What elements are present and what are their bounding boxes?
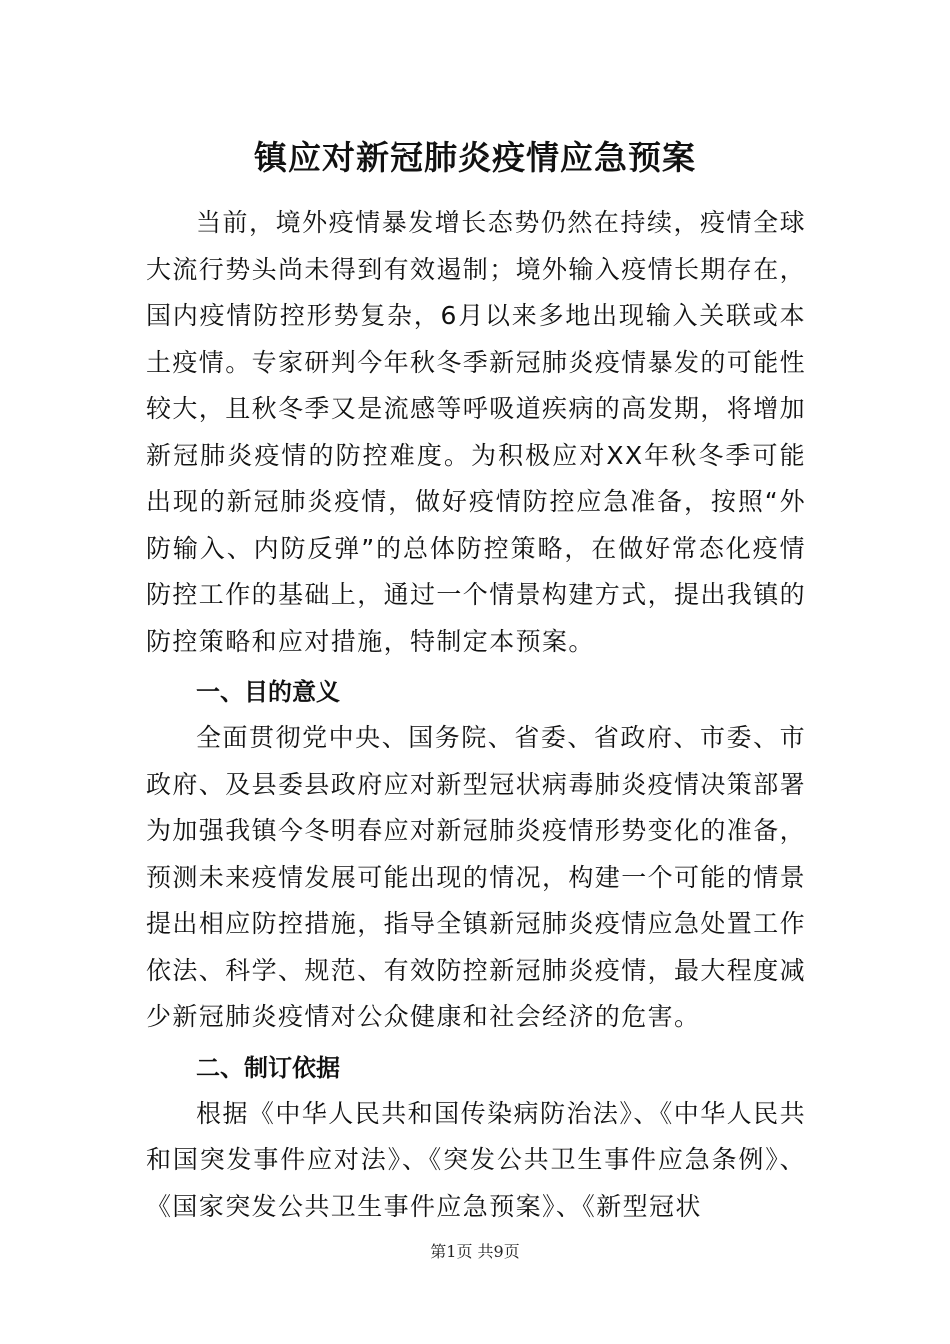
section-body-purpose: 全面贯彻党中央、国务院、省委、省政府、市委、市政府、及县委县政府应对新型冠状病毒肺炎疫情决策部署为加强我镇今冬明春应对新冠肺炎疫情形势变化的准备，预测未来疫情发展可能出现的情况，构建一个可能的情景提出相应防控措施，指导全镇新冠肺炎疫情应急处置工作依法、科学、规范、有效防控新冠肺炎疫情，最大程度减少新冠肺炎疫情对公众健康和社会经济的危害。: [146, 723, 807, 1031]
section-heading-purpose: 一、目的意义: [196, 678, 340, 706]
document-title: 镇应对新冠肺炎疫情应急预案: [254, 138, 696, 177]
page-number: 第1页 共9页: [430, 1242, 520, 1261]
document-body: [146, 200, 806, 1230]
intro-paragraph: 当前，境外疫情暴发增长态势仍然在持续，疫情全球大流行势头尚未得到有效遏制；境外输入疫情长期存在，国内疫情防控形势复杂，6月以来多地出现输入关联或本土疫情。专家研判今年秋冬季新冠肺炎疫情暴发的可能性较大，且秋冬季又是流感等呼吸道疾病的高发期，将增加新冠肺炎疫情的防控难度。为积极应对XX年秋冬季可能出现的新冠肺炎疫情，做好疫情防控应急准备，按照“外防输入、内防反弹”的总体防控策略，在做好常态化疫情防控工作的基础上，通过一个情景构建方式，提出我镇的防控策略和应对措施，特制定本预案。: [146, 208, 807, 656]
section-body-basis: 根据《中华人民共和国传染病防治法》、《中华人民共和国突发事件应对法》、《突发公共卫生事件应急条例》、《国家突发公共卫生事件应急预案》、《新型冠状: [146, 1098, 806, 1221]
section-heading-basis: 二、制订依据: [196, 1053, 340, 1082]
